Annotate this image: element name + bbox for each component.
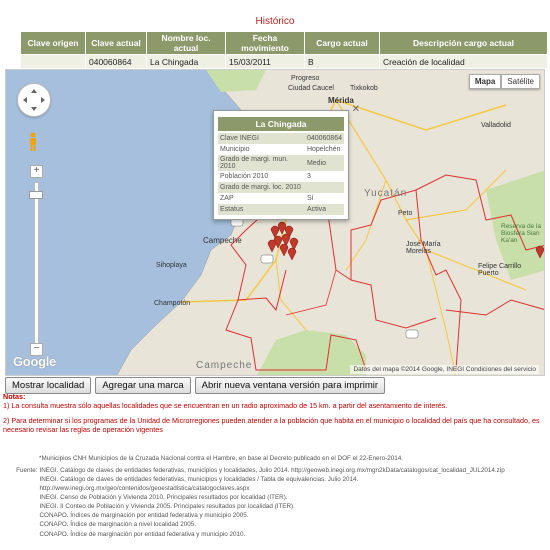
note-2: 2) Para determinar si los programas de la Unidad de Microrregiones pueden atender a la población que habita en el municipio o localidad del país que ha consultado, es necesario revisar las reglas de operación vigentes xyxy=(3,416,540,434)
info-key: ZAP xyxy=(218,193,305,204)
col-clave-actual: Clave actual xyxy=(86,32,147,55)
map-type-mapa-button[interactable]: Mapa xyxy=(469,74,501,89)
footer-cnh-note: *Municipios CNH Municipios de la Cruzada Nacional contra el Hambre, en base al Decreto publicado en el DOF el 22-Enero-2014. xyxy=(39,455,404,462)
source-item: CONAPO. Índice de marginación a nivel localidad 2005. xyxy=(39,521,196,529)
footer xyxy=(6,455,546,540)
info-key: Clave INEGI xyxy=(218,133,305,144)
map-type-control xyxy=(469,74,540,89)
zoom-in-button[interactable]: + xyxy=(30,165,43,178)
info-value: Hopelchén xyxy=(305,144,344,155)
info-value: Activa xyxy=(305,204,344,215)
info-key: Estatus xyxy=(218,204,305,215)
map-type-satelite-button[interactable]: Satélite xyxy=(501,74,540,89)
map-label: Ciudad Caucel xyxy=(288,85,334,92)
map-label: Yucatán xyxy=(364,188,408,199)
zoom-slider-thumb[interactable] xyxy=(29,191,43,199)
source-item: CONAPO. Índices de marginación por entidad federativa y municipio 2005. xyxy=(39,512,249,520)
col-cargo: Cargo actual xyxy=(305,32,380,55)
sources-list xyxy=(40,467,547,540)
info-row xyxy=(218,144,344,155)
cell-nombre-loc: La Chingada xyxy=(147,55,226,69)
info-window-title: La Chingada xyxy=(218,117,344,131)
source-item: INEGI. Catálogo de claves de entidades federativas, municipios y localidades, Julio 2014. http://geoweb.inegi.org.mx/mgn2kData/catalogos/cat_localidad_JUL2014.zip xyxy=(39,467,505,475)
cell-cargo: B xyxy=(305,55,380,69)
pan-control[interactable] xyxy=(17,83,51,117)
info-row xyxy=(218,204,344,215)
col-descripcion: Descripción cargo actual xyxy=(380,32,548,55)
footer-fuente-label: Fuente: xyxy=(16,467,38,475)
info-value: Sí xyxy=(305,193,344,204)
street-view-pegman-icon[interactable] xyxy=(28,132,38,152)
map-label: Tixkokob xyxy=(350,85,378,92)
info-key: Grado de margi. loc. 2010 xyxy=(218,182,305,193)
info-row xyxy=(218,155,344,171)
map-attribution[interactable]: Datos del mapa ©2014 Google, INEGI Condiciones del servicio xyxy=(350,365,539,374)
source-item: INEGI. II Conteo de Población y Vivienda 2005. Principales resultados por localidad (ITER). xyxy=(39,503,295,511)
close-icon[interactable]: ✕ xyxy=(351,104,360,115)
col-fecha: Fecha movimiento xyxy=(226,32,305,55)
source-item: CONAPO. Índice de marginación por entidad federativa y municipio 2010. xyxy=(39,530,246,538)
map-label: Felipe Carrillo Puerto xyxy=(478,263,522,277)
map-view[interactable] xyxy=(5,69,545,376)
cell-clave-actual: 040060864 xyxy=(86,55,147,69)
zoom-out-button[interactable]: − xyxy=(30,343,43,356)
map-label: Valladolid xyxy=(481,122,511,129)
abrir-ventana-imprimir-button[interactable]: Abrir nueva ventana versión para imprimir xyxy=(195,377,385,394)
pan-arrows-icon xyxy=(18,84,50,116)
map-label: José María Morelos xyxy=(406,241,441,255)
notes-title: Notas: xyxy=(3,392,26,401)
footer-sources xyxy=(6,467,546,540)
map-label: Campeche xyxy=(203,236,242,245)
info-key: Grado de margi. mun. 2010 xyxy=(218,155,305,171)
map-label: Mérida xyxy=(328,96,354,105)
col-nombre-loc: Nombre loc. actual xyxy=(147,32,226,55)
info-row xyxy=(218,133,344,144)
info-value: Medio xyxy=(305,155,344,171)
info-row xyxy=(218,171,344,182)
historico-table xyxy=(20,31,548,69)
cell-fecha: 15/03/2011 xyxy=(226,55,305,69)
map-label: Peto xyxy=(398,210,413,217)
historico-header-row xyxy=(21,32,548,55)
cell-descripcion: Creación de localidad xyxy=(380,55,548,69)
info-window xyxy=(213,104,360,220)
info-value: 3 xyxy=(305,171,344,182)
historico-title: Histórico xyxy=(255,16,295,27)
notes xyxy=(3,392,548,434)
source-item: INEGI. Catálogo de claves de entidades federativas, municipios y localidades / Tabla de equivalencias. Julio 2014. http://www.inegi.org.mx/geo/contenidos/geoestadistica/catalogoclaves.aspx xyxy=(39,476,359,492)
map-label: Campeche xyxy=(196,360,253,371)
note-1: 1) La consulta muestra sólo aquellas localidades que se encuentran en un radio aproximado de 15 km. a partir del asentamiento de interés. xyxy=(3,401,448,410)
info-row xyxy=(218,193,344,204)
map-label: Progreso xyxy=(291,75,320,82)
table-row xyxy=(21,55,548,69)
agregar-marca-button[interactable]: Agregar una marca xyxy=(95,377,190,394)
map-label: Reserva de la Biosfera Sian Ka'an xyxy=(501,223,542,244)
mostrar-localidad-button[interactable]: Mostrar localidad xyxy=(5,377,91,394)
map-label: Champotón xyxy=(154,300,191,307)
zoom-slider-track[interactable] xyxy=(34,182,39,344)
info-value: 040060864 xyxy=(306,135,342,142)
info-window-table xyxy=(218,133,344,215)
map-label: Sihoplaya xyxy=(156,262,187,269)
source-item: INEGI. Censo de Población y Vivienda 2010. Principales resultados por localidad (ITER). xyxy=(39,493,288,501)
info-value xyxy=(305,182,344,193)
info-row xyxy=(218,182,344,193)
info-key: Municipio xyxy=(218,144,305,155)
info-key: Población 2010 xyxy=(218,171,305,182)
cell-clave-origen xyxy=(21,55,86,69)
col-clave-origen: Clave origen xyxy=(21,32,86,55)
google-logo[interactable]: Google xyxy=(13,354,56,369)
